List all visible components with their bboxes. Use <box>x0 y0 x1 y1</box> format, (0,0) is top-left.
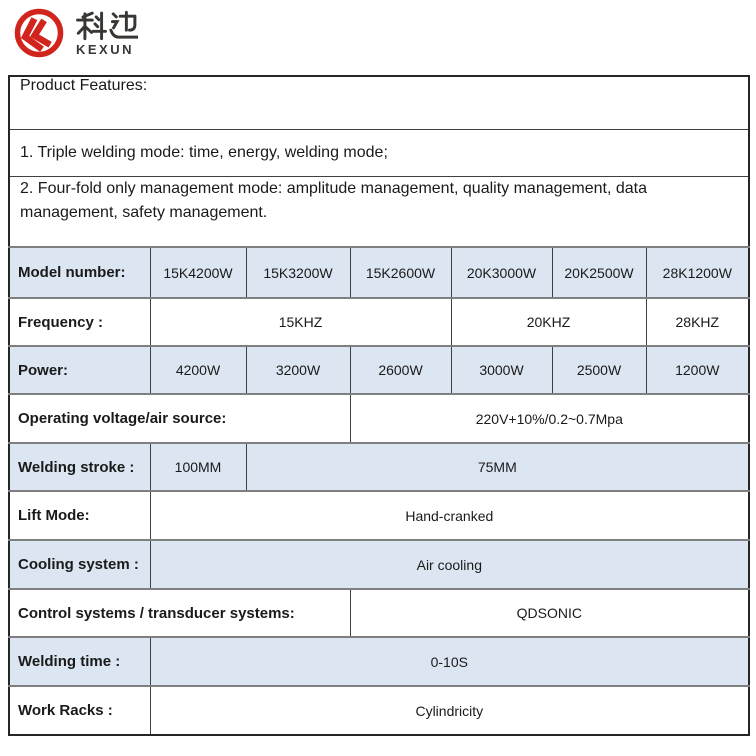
row-control-systems <box>9 589 749 637</box>
model-value: 15K2600W <box>350 247 451 298</box>
spec-table <box>8 75 750 736</box>
model-value: 20K3000W <box>451 247 552 298</box>
row-feature-1 <box>9 129 749 176</box>
cooling-label: Cooling system : <box>9 540 150 589</box>
feature-item-2: 2. Four-fold only management mode: amplitude management, quality management, data management, safety management. <box>9 176 749 247</box>
model-number-label: Model number: <box>9 247 150 298</box>
row-product-features <box>9 76 749 129</box>
control-value: QDSONIC <box>350 589 749 637</box>
row-power <box>9 346 749 394</box>
model-value: 15K4200W <box>150 247 246 298</box>
frequency-value: 28KHZ <box>646 298 749 346</box>
model-value: 15K3200W <box>246 247 350 298</box>
frequency-label: Frequency : <box>9 298 150 346</box>
row-welding-stroke <box>9 443 749 491</box>
power-value: 1200W <box>646 346 749 394</box>
power-value: 3000W <box>451 346 552 394</box>
power-value: 2500W <box>552 346 646 394</box>
row-cooling-system <box>9 540 749 589</box>
row-work-racks <box>9 686 749 735</box>
kexun-logo <box>13 7 138 59</box>
model-value: 20K2500W <box>552 247 646 298</box>
control-label: Control systems / transducer systems: <box>9 589 350 637</box>
brand-name-cn <box>76 10 138 41</box>
stroke-value: 75MM <box>246 443 749 491</box>
row-feature-2 <box>9 176 749 247</box>
power-label: Power: <box>9 346 150 394</box>
welding-time-label: Welding time : <box>9 637 150 686</box>
row-frequency <box>9 298 749 346</box>
stroke-label: Welding stroke : <box>9 443 150 491</box>
model-value: 28K1200W <box>646 247 749 298</box>
cooling-value: Air cooling <box>150 540 749 589</box>
welding-time-value: 0-10S <box>150 637 749 686</box>
lift-mode-label: Lift Mode: <box>9 491 150 540</box>
brand-name-en: KEXUN <box>76 41 135 57</box>
lift-mode-value: Hand-cranked <box>150 491 749 540</box>
brand-text-block <box>76 10 138 57</box>
row-lift-mode <box>9 491 749 540</box>
feature-item-1: 1. Triple welding mode: time, energy, welding mode; <box>9 129 749 176</box>
power-value: 4200W <box>150 346 246 394</box>
work-racks-value: Cylindricity <box>150 686 749 735</box>
stroke-value: 100MM <box>150 443 246 491</box>
row-welding-time <box>9 637 749 686</box>
product-features-header: Product Features: <box>9 76 749 129</box>
kexun-logo-icon <box>13 7 65 59</box>
voltage-value: 220V+10%/0.2~0.7Mpa <box>350 394 749 443</box>
power-value: 2600W <box>350 346 451 394</box>
power-value: 3200W <box>246 346 350 394</box>
voltage-label: Operating voltage/air source: <box>9 394 350 443</box>
row-model-number <box>9 247 749 298</box>
row-operating-voltage <box>9 394 749 443</box>
frequency-value: 15KHZ <box>150 298 451 346</box>
work-racks-label: Work Racks : <box>9 686 150 735</box>
frequency-value: 20KHZ <box>451 298 646 346</box>
